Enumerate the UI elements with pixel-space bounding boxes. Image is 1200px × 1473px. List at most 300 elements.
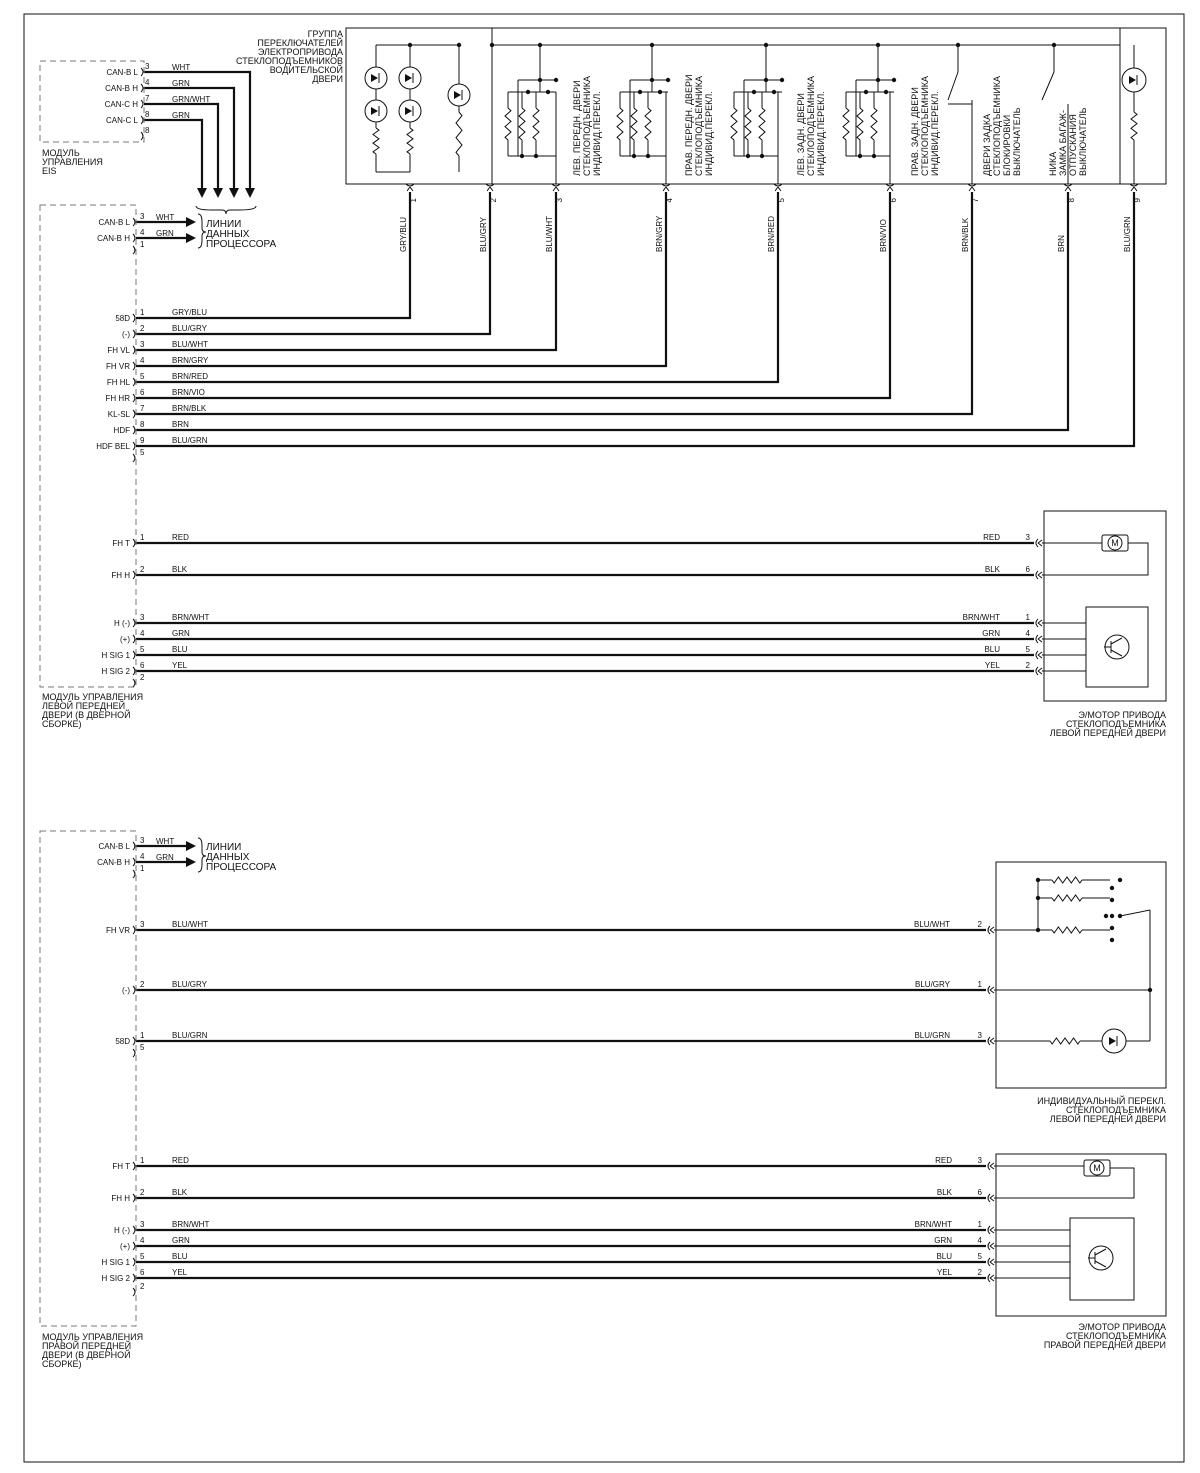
switch-pin-color: BRN/BLK	[961, 217, 970, 252]
motor-feed	[1042, 543, 1148, 575]
left-row-label: 58D	[115, 314, 130, 323]
left-row-pin: 7	[140, 404, 145, 413]
left-row-color: BRN/GRY	[172, 356, 209, 365]
junction-dot	[490, 43, 494, 47]
connector-mark	[666, 187, 669, 191]
left-motor-pin: 1	[1025, 613, 1030, 622]
connector-mark	[490, 187, 493, 191]
right-can-label: CAN-B L	[98, 842, 130, 851]
connector-mark	[1038, 636, 1042, 639]
wires-layer	[136, 72, 1134, 1278]
connector-mark	[990, 1163, 994, 1166]
connector-mark	[487, 187, 490, 191]
left-motor-row-pin: 5	[140, 645, 145, 654]
connector-mark	[133, 1274, 135, 1282]
left-motor-row-color: BLU	[172, 645, 188, 654]
connector-mark	[988, 1274, 990, 1282]
switch-pin-color: BRN/VIO	[879, 219, 888, 252]
eis-module-label: УПРАВЛЕНИЯ	[42, 157, 103, 167]
transistor-icon	[1111, 638, 1122, 644]
resistor-symbol	[1052, 877, 1082, 883]
led-icon	[405, 74, 412, 82]
connector-mark	[988, 1226, 990, 1234]
left-row-color: BLU/WHT	[172, 340, 208, 349]
sub-switch-label: ЛЕВ. ПЕРЕДН. ДВЕРИ	[572, 80, 582, 176]
connector-mark	[133, 539, 135, 547]
junction-dot	[858, 154, 862, 158]
connector-mark	[133, 651, 135, 659]
right-motor-wire-color: BLK	[936, 1188, 952, 1197]
sub-switch-label: ИНДИВИД.ПЕРЕКЛ.	[592, 91, 602, 176]
eis-can-wire	[144, 120, 202, 188]
switch-group-label: ГРУППА	[307, 29, 343, 39]
junction-dot	[746, 154, 750, 158]
connector-mark	[988, 926, 990, 934]
right-can-color: GRN	[156, 853, 174, 862]
transistor-icon	[1095, 1261, 1106, 1267]
connector-mark	[133, 1226, 135, 1234]
junction-dot	[1052, 43, 1056, 47]
left-row-pin: 9	[140, 436, 145, 445]
connector-mark	[990, 1041, 994, 1044]
data-lines-label: ДАННЫХ	[206, 229, 250, 240]
junction-dot	[408, 43, 412, 47]
left-motor-wire-color: BLU	[984, 645, 1000, 654]
switch-pin-number: 7	[971, 198, 980, 203]
left-can-color: GRN	[156, 229, 174, 238]
junction-dot	[520, 154, 524, 158]
connector-mark	[133, 410, 135, 418]
connector-mark	[1038, 543, 1042, 546]
right-motor-row-pin: 2	[140, 1282, 145, 1291]
connector-mark	[133, 1037, 135, 1045]
junction-dot	[554, 78, 558, 82]
eis-pin-label: CAN-B H	[105, 84, 138, 93]
motor-icon: M	[1093, 1163, 1101, 1173]
resistor-symbol	[631, 108, 637, 140]
led-icon	[371, 107, 378, 115]
right-motor-wire-color: GRN	[934, 1236, 952, 1245]
transistor-icon	[1111, 650, 1122, 656]
right-motor-label: СТЕКЛОПОДЪЕМНИКА	[1065, 1331, 1166, 1341]
eis-pin-number: 8	[145, 126, 150, 135]
connector-mark	[133, 1242, 135, 1250]
right-switch-row-pin: 2	[140, 980, 145, 989]
left-motor-row-label: (+)	[120, 635, 130, 644]
left-hall-sensor-box	[1086, 607, 1148, 687]
left-row-label: (-)	[122, 330, 130, 339]
left-can-label: CAN-B H	[97, 234, 130, 243]
connector-mark	[133, 442, 135, 450]
left-row-label: FH HL	[106, 378, 130, 387]
switch-pin-color: BRN/GRY	[655, 215, 664, 252]
right-motor-row-color: YEL	[172, 1268, 188, 1277]
left-motor-row-label: H (-)	[114, 619, 130, 628]
connector-mark	[556, 187, 559, 191]
switch-pin-color: BLU/GRN	[1123, 216, 1132, 252]
right-motor-row-pin: 5	[140, 1252, 145, 1261]
right-switch-row-pin: 1	[140, 1031, 145, 1040]
connector-mark	[133, 454, 135, 462]
connector-mark	[988, 1242, 990, 1250]
connector-mark	[1134, 187, 1137, 191]
left-motor-row-color: YEL	[172, 661, 188, 670]
right-motor-row-label: H (-)	[114, 1226, 130, 1235]
connector-mark	[1068, 187, 1071, 191]
resistor-symbol	[1131, 112, 1137, 140]
sub-switch-label: ЛЕВ. ЗАДН. ДВЕРИ	[796, 93, 806, 176]
connector-mark	[133, 1049, 135, 1057]
left-motor-wire-color: BLK	[984, 565, 1000, 574]
eis-module-label: МОДУЛЬ	[42, 148, 80, 158]
connector-mark	[1036, 667, 1038, 675]
junction-dot	[876, 43, 880, 47]
left-motor-row-color: BLK	[172, 565, 188, 574]
junction-dot	[876, 78, 880, 82]
connector-mark	[1036, 539, 1038, 547]
indiv-switch-box	[996, 862, 1166, 1088]
switch-group-label: ВОДИТЕЛЬСКОЙ	[269, 65, 343, 75]
left-row-label: KL-SL	[107, 410, 130, 419]
left-motor-row-label: FH H	[111, 571, 130, 580]
left-motor-row-pin: 2	[140, 565, 145, 574]
junction-dot	[892, 78, 896, 82]
switch-group-box	[346, 28, 1166, 184]
trunk-switch-label: НИКА	[1048, 151, 1058, 176]
switch-group-label: СТЕКЛОПОДЪЕМНИКОВ	[236, 56, 343, 66]
right-door-module-label: СБОРКЕ)	[42, 1359, 82, 1369]
arrow-right-icon	[186, 857, 196, 867]
trunk-switch-label: ЗАМКА БАГАЖ-	[1058, 110, 1068, 176]
connector-mark	[990, 1230, 994, 1233]
connector-mark	[990, 1166, 994, 1169]
right-motor-wire-color: RED	[935, 1156, 952, 1165]
junction-dot	[650, 43, 654, 47]
connector-mark	[1038, 623, 1042, 626]
right-motor-wire-color: BRN/WHT	[914, 1220, 952, 1229]
connector-mark	[988, 1258, 990, 1266]
connector-mark	[775, 187, 778, 191]
connector-mark	[133, 1288, 135, 1296]
sub-switch-label: ИНДИВИД.ПЕРЕКЛ.	[704, 91, 714, 176]
connector-mark	[990, 1227, 994, 1230]
left-row-color: BRN/RED	[172, 372, 209, 381]
resistor-symbol	[1052, 927, 1082, 933]
connector-mark	[988, 1194, 990, 1202]
connector-mark	[990, 1259, 994, 1262]
switch-pin-number: 5	[777, 198, 786, 203]
right-motor-row-pin: 3	[140, 1220, 145, 1229]
eis-pin-number: 3	[145, 62, 150, 71]
connector-mark	[990, 1038, 994, 1041]
left-motor-wire-color: RED	[983, 533, 1000, 542]
connector-mark	[663, 187, 666, 191]
led-icon	[1109, 1037, 1116, 1045]
right-switch-wire-color: BLU/WHT	[914, 920, 950, 929]
connector-mark	[133, 394, 135, 402]
left-row-pin: 2	[140, 324, 145, 333]
eis-pin-label: CAN-C H	[104, 100, 138, 109]
switch-pin-number: 6	[889, 198, 898, 203]
right-motor-row-label: H SIG 1	[101, 1258, 130, 1267]
lock-switch	[948, 72, 958, 100]
switch-pin-number: 2	[489, 198, 498, 203]
connector-mark	[133, 635, 135, 643]
junction-dot	[1036, 878, 1040, 882]
junction-dot	[526, 90, 530, 94]
left-door-module-label: ДВЕРИ (В ДВЕРНОЙ	[42, 710, 131, 720]
left-motor-row-pin: 2	[140, 673, 145, 682]
connector-mark	[990, 987, 994, 990]
left-motor-row-label: H SIG 1	[101, 651, 130, 660]
resistor-symbol	[745, 108, 751, 140]
left-motor-label: Э/МОТОР ПРИВОДА	[1078, 710, 1166, 720]
data-lines-label: ЛИНИИ	[206, 219, 242, 230]
connector-mark	[1038, 572, 1042, 575]
connector-mark	[1038, 671, 1042, 674]
right-switch-pin: 3	[977, 1031, 982, 1040]
lock-switch-label: ВЫКЛЮЧАТЕЛЬ	[1012, 107, 1022, 176]
switch-group-label: ЭЛЕКТРОПРИВОДА	[257, 47, 343, 57]
junction-dot	[956, 43, 960, 47]
connector-mark	[141, 100, 143, 108]
switch-output-wire	[136, 192, 972, 414]
left-row-label: HDF BEL	[96, 442, 130, 451]
switch-pin-color: BLU/GRY	[479, 217, 488, 252]
connector-mark	[1036, 635, 1038, 643]
junction-dot	[538, 43, 542, 47]
connector-mark	[990, 990, 994, 993]
left-row-pin: 4	[140, 356, 145, 365]
connector-mark	[133, 246, 135, 254]
right-switch-row-color: BLU/GRY	[172, 980, 207, 989]
right-switch-row-pin: 5	[140, 1043, 145, 1052]
connector-mark	[410, 187, 413, 191]
connector-mark	[990, 1198, 994, 1201]
transistor-icon	[1095, 1249, 1106, 1255]
switch-output-wire	[136, 192, 1068, 430]
left-motor-wire-color: BRN/WHT	[962, 613, 1000, 622]
connector-mark	[133, 571, 135, 579]
right-motor-row-pin: 1	[140, 1156, 145, 1165]
junction-dot	[1110, 914, 1114, 918]
eis-module-label: EIS	[42, 166, 57, 176]
sub-switch-label: ПРАВ. ЗАДН. ДВЕРИ	[910, 87, 920, 176]
eis-wire-color: GRN/WHT	[172, 95, 211, 104]
connector-mark	[990, 1275, 994, 1278]
arrow-down-icon	[213, 188, 223, 198]
right-motor-wire-color: BLU	[936, 1252, 952, 1261]
right-switch-pin: 1	[977, 980, 982, 989]
indiv-switch-label: ЛЕВОЙ ПЕРЕДНЕЙ ДВЕРИ	[1049, 1114, 1166, 1124]
connector-mark	[990, 1195, 994, 1198]
resistor-symbol	[533, 108, 539, 140]
junction-dot	[764, 78, 768, 82]
connector-mark	[133, 378, 135, 386]
connector-mark	[133, 1258, 135, 1266]
connector-mark	[990, 930, 994, 933]
resistor-symbol	[759, 108, 765, 140]
sub-switch-label: СТЕКЛОПОДЪЕМНИКА	[582, 75, 592, 176]
connector-mark	[990, 1278, 994, 1281]
connector-mark	[133, 362, 135, 370]
page-border	[24, 14, 1184, 1462]
connector-mark	[133, 986, 135, 994]
connector-mark	[407, 187, 410, 191]
right-motor-row-pin: 6	[140, 1268, 145, 1277]
right-switch-wire-color: BLU/GRY	[915, 980, 950, 989]
connector-mark	[1036, 619, 1038, 627]
trunk-switch	[1042, 72, 1054, 100]
right-motor-row-pin: 4	[140, 1236, 145, 1245]
connector-mark	[1065, 187, 1068, 191]
left-motor-row-label: FH T	[112, 539, 130, 548]
right-motor-row-label: FH H	[111, 1194, 130, 1203]
left-row-label: FH HR	[105, 394, 130, 403]
arrow-down-icon	[197, 188, 207, 198]
arrow-down-icon	[229, 188, 239, 198]
right-motor-label: ПРАВОЙ ПЕРЕДНЕЙ ДВЕРИ	[1043, 1340, 1166, 1350]
right-switch-row-pin: 3	[140, 920, 145, 929]
right-motor-row-color: BRN/WHT	[172, 1220, 210, 1229]
eis-pin-label: CAN-C L	[105, 116, 138, 125]
connector-mark	[990, 927, 994, 930]
eis-pin-number: 4	[145, 78, 150, 87]
data-lines-label: ДАННЫХ	[206, 852, 250, 863]
right-motor-row-label: H SIG 2	[101, 1274, 130, 1283]
left-row-pin: 3	[140, 340, 145, 349]
left-can-color: WHT	[156, 213, 175, 222]
left-can-pin: 1	[140, 240, 145, 249]
connector-mark	[133, 619, 135, 627]
eis-wire-color: GRN	[172, 79, 190, 88]
connector-mark	[133, 234, 135, 242]
right-motor-pin: 4	[977, 1236, 982, 1245]
connector-mark	[988, 1162, 990, 1170]
right-motor-pin: 3	[977, 1156, 982, 1165]
connector-mark	[553, 187, 556, 191]
connector-mark	[133, 218, 135, 226]
connector-mark	[141, 68, 143, 76]
left-door-module-label: ЛЕВОЙ ПЕРЕДНЕЙ	[42, 701, 126, 711]
connector-mark	[988, 986, 990, 994]
resistor-symbol	[731, 108, 737, 140]
junction-dot	[658, 90, 662, 94]
right-switch-row-color: BLU/GRN	[172, 1031, 208, 1040]
connector-mark	[1038, 575, 1042, 578]
right-can-color: WHT	[156, 837, 175, 846]
left-row-color: BRN/BLK	[172, 404, 207, 413]
left-motor-pin: 6	[1025, 565, 1030, 574]
switch-pin-color: BLU/WHT	[545, 216, 554, 252]
connector-mark	[133, 330, 135, 338]
right-door-module-label: МОДУЛЬ УПРАВЛЕНИЯ	[42, 1332, 144, 1342]
connector-mark	[1038, 652, 1042, 655]
left-motor-pin: 3	[1025, 533, 1030, 542]
connector-mark	[133, 667, 135, 675]
left-motor-pin: 2	[1025, 661, 1030, 670]
right-motor-pin: 6	[977, 1188, 982, 1197]
connector-mark	[990, 1246, 994, 1249]
right-can-label: CAN-B H	[97, 858, 130, 867]
left-row-label: FH VL	[107, 346, 130, 355]
resistor-symbol	[1050, 1038, 1080, 1044]
eis-wire-color: WHT	[172, 63, 191, 72]
junction-dot	[1104, 914, 1108, 918]
right-motor-row-color: GRN	[172, 1236, 190, 1245]
sub-switch-label: СТЕКЛОПОДЪЕМНИКА	[806, 75, 816, 176]
right-switch-row-color: BLU/WHT	[172, 920, 208, 929]
lock-switch-label: ДВЕРИ ЗАДКА	[982, 113, 992, 176]
left-door-module-label: СБОРКЕ)	[42, 719, 82, 729]
left-row-color: BRN	[172, 420, 189, 429]
switch-output-wire	[136, 192, 410, 318]
resistor-symbol	[617, 108, 623, 140]
connector-mark	[1038, 655, 1042, 658]
resistor-symbol	[505, 108, 511, 140]
left-door-module-label: МОДУЛЬ УПРАВЛЕНИЯ	[42, 692, 144, 702]
resistor-symbol	[645, 108, 651, 140]
eis-pin-number: 7	[145, 94, 150, 103]
left-row-color: BLU/GRY	[172, 324, 207, 333]
junction-dot	[864, 90, 868, 94]
junction-dot	[1110, 926, 1114, 930]
left-can-label: CAN-B L	[98, 218, 130, 227]
right-can-pin: 1	[140, 864, 145, 873]
connector-mark	[133, 842, 135, 850]
lock-switch-label: БЛОКИРОВКИ	[1002, 114, 1012, 176]
resistor-symbol	[407, 128, 413, 154]
resistor-symbol	[1052, 895, 1082, 901]
right-door-module-box	[40, 831, 136, 1326]
resistor-symbol	[857, 108, 863, 140]
left-motor-row-pin: 1	[140, 533, 145, 542]
connector-mark	[887, 187, 890, 191]
resistor-symbol	[519, 108, 525, 140]
brace-mark	[196, 206, 256, 214]
junction-dot	[457, 43, 461, 47]
connector-mark	[972, 187, 975, 191]
arrow-down-icon	[245, 188, 255, 198]
junction-dot	[872, 154, 876, 158]
connector-mark	[133, 926, 135, 934]
left-motor-pin: 5	[1025, 645, 1030, 654]
connector-mark	[133, 679, 135, 687]
connector-mark	[778, 187, 781, 191]
left-can-pin: 3	[140, 212, 145, 221]
resistor-symbol	[871, 108, 877, 140]
connector-mark	[1036, 571, 1038, 579]
connector-mark	[141, 132, 143, 140]
junction-dot	[884, 90, 888, 94]
resistor-symbol	[456, 112, 462, 156]
sub-switch-label: СТЕКЛОПОДЪЕМНИКА	[920, 75, 930, 176]
connector-mark	[1038, 540, 1042, 543]
right-motor-box	[996, 1154, 1166, 1316]
junction-dot	[666, 78, 670, 82]
switch-pin-number: 9	[1133, 198, 1142, 203]
connector-mark	[1038, 639, 1042, 642]
junction-dot	[1110, 898, 1114, 902]
connector-mark	[133, 314, 135, 322]
connector-mark	[1038, 620, 1042, 623]
left-motor-row-pin: 4	[140, 629, 145, 638]
junction-dot	[764, 43, 768, 47]
left-motor-row-pin: 3	[140, 613, 145, 622]
eis-wire-color: GRN	[172, 111, 190, 120]
connector-mark	[141, 84, 143, 92]
left-motor-wire-color: YEL	[984, 661, 1000, 670]
